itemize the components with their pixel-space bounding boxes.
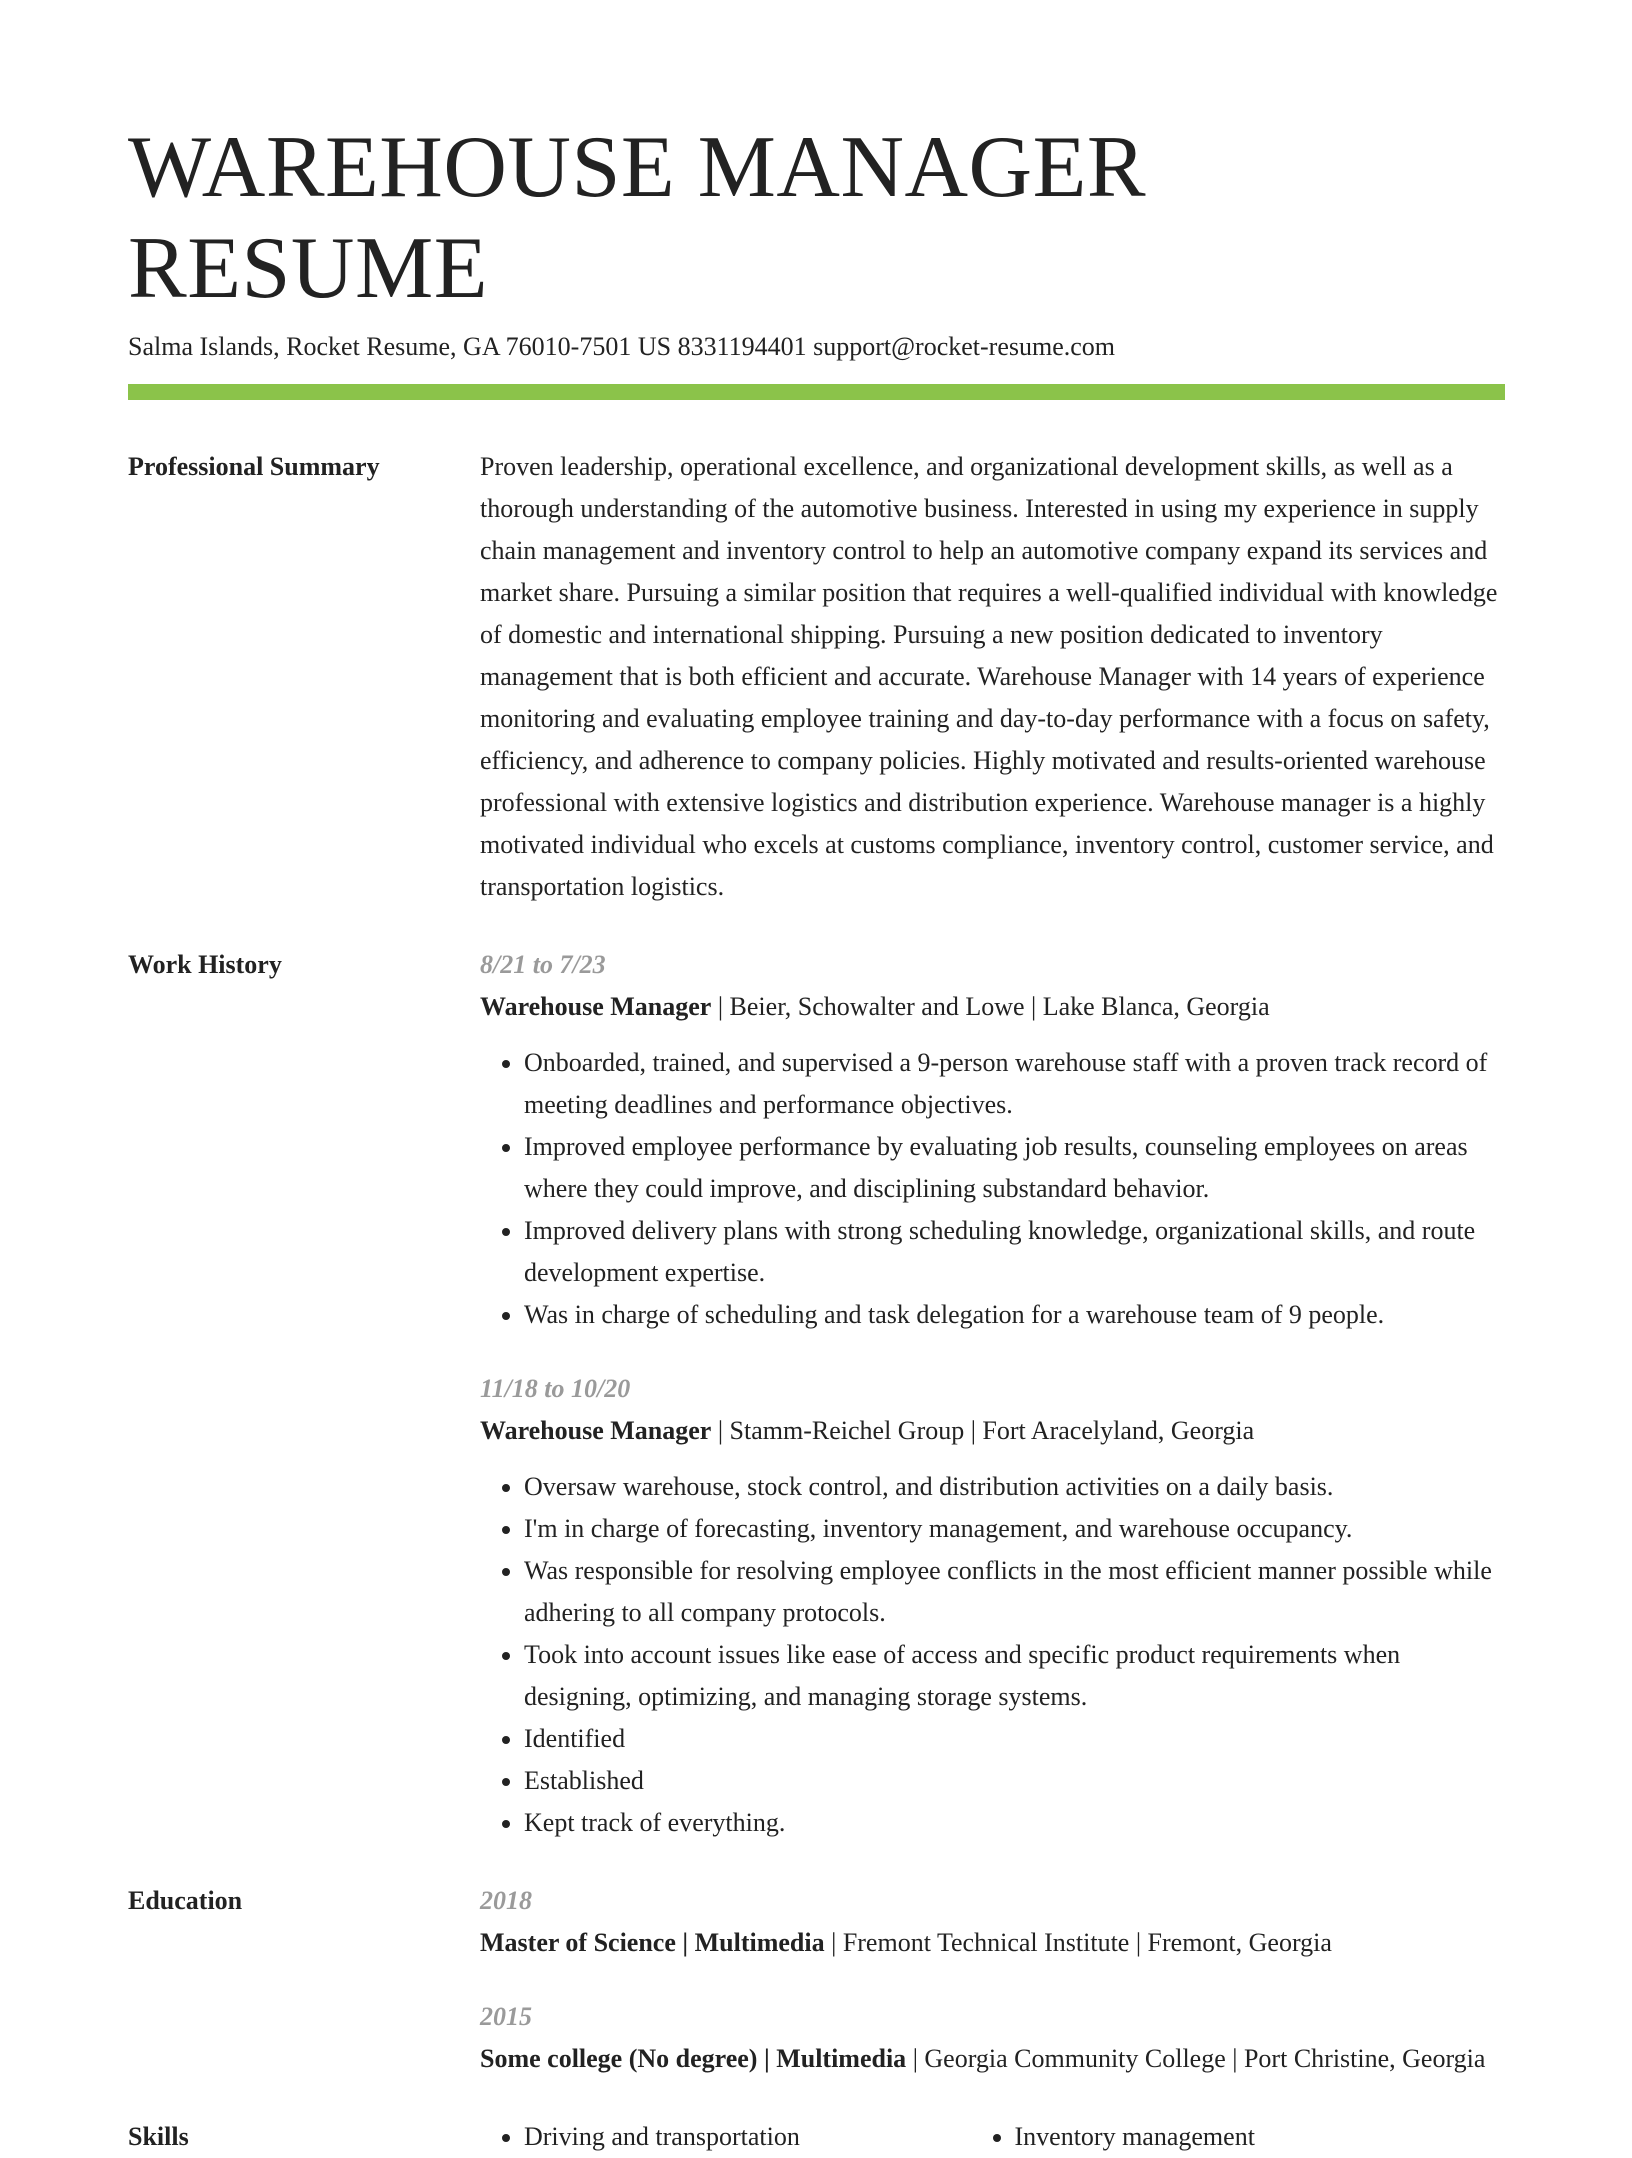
job-bullet: • Oversaw warehouse, stock control, and distribution activities on a daily basis.: [524, 1466, 1505, 1508]
education-degree: Master of Science | Multimedia: [480, 1927, 825, 1957]
resume-title: WAREHOUSE MANAGER RESUME: [128, 119, 1147, 318]
job-bullet: • Established: [524, 1760, 1505, 1802]
job-bullet: • Was responsible for resolving employee conflicts in the most efficient manner possible while adhering to all company protocols.: [524, 1550, 1505, 1634]
job-bullet: • Kept track of everything.: [524, 1802, 1505, 1844]
job-entry: [480, 1368, 1505, 1844]
education-section: [128, 1880, 1505, 2080]
contact-line: Salma Islands, Rocket Resume, GA 76010-7501 US 8331194401 support@rocket-resume.com: [128, 332, 1116, 362]
skills-body: [480, 2116, 1505, 2158]
job-bullet: • Onboarded, trained, and supervised a 9-person warehouse staff with a proven track record of meeting deadlines and performance objectives.: [524, 1042, 1505, 1126]
education-year: 2018: [480, 1885, 532, 1915]
education-heading: [480, 2038, 1505, 2080]
education-degree: Some college (No degree) | Multimedia: [480, 2043, 907, 2073]
skills-list: [480, 2116, 1505, 2158]
job-bullet: • Identified: [524, 1718, 1505, 1760]
education-body: [480, 1880, 1505, 2080]
job-bullet: • Was in charge of scheduling and task delegation for a warehouse team of 9 people.: [524, 1294, 1505, 1336]
skill-item: • Driving and transportation: [524, 2116, 1015, 2158]
work-history-section: [128, 944, 1505, 1844]
summary-body: [480, 446, 1505, 908]
job-title: Warehouse Manager: [480, 991, 712, 1021]
job-employer-location: | Beier, Schowalter and Lowe | Lake Blanca, Georgia: [711, 991, 1270, 1021]
job-dates: 8/21 to 7/23: [480, 949, 606, 979]
work-history-label: Work History: [128, 949, 282, 979]
summary-text: Proven leadership, operational excellence, and organizational development skills, as well as a thorough understanding of the automotive business. Interested in using my experience in supply chain management and inventory control to help an automotive company expand its services and market share. Pursuing a similar position that requires a well-qualified individual with knowledge of domestic and international shipping. Pursuing a new position dedicated to inventory management that is both efficient and accurate. Warehouse Manager with 14 years of experience monitoring and evaluating employee training and day-to-day performance with a focus on safety, efficiency, and adherence to company policies. Highly motivated and results-oriented warehouse professional with extensive logistics and distribution experience. Warehouse manager is a highly motivated individual who excels at customs compliance, inventory control, customer service, and transportation logistics.: [480, 451, 1498, 901]
skills-label: Skills: [128, 2121, 189, 2151]
job-heading: [480, 1410, 1505, 1452]
job-bullet: • I'm in charge of forecasting, inventory management, and warehouse occupancy.: [524, 1508, 1505, 1550]
job-bullets: [480, 1466, 1505, 1844]
header-divider: [128, 384, 1505, 400]
summary-section: [128, 446, 1505, 908]
job-bullets: [480, 1042, 1505, 1336]
resume-page: [128, 0, 1505, 2158]
education-label: Education: [128, 1885, 243, 1915]
job-bullet: • Took into account issues like ease of access and specific product requirements when designing, optimizing, and managing storage systems.: [524, 1634, 1505, 1718]
job-title: Warehouse Manager: [480, 1415, 712, 1445]
education-entry: [480, 1880, 1505, 1964]
skills-section: [128, 2116, 1505, 2158]
job-employer-location: | Stamm-Reichel Group | Fort Aracelyland, Georgia: [711, 1415, 1255, 1445]
education-year: 2015: [480, 2001, 532, 2031]
job-bullet: • Improved delivery plans with strong scheduling knowledge, organizational skills, and route development expertise.: [524, 1210, 1505, 1294]
work-history-body: [480, 944, 1505, 1844]
education-school-location: | Fremont Technical Institute | Fremont, Georgia: [824, 1927, 1332, 1957]
skill-item: • Inventory management: [1015, 2116, 1506, 2158]
summary-label: Professional Summary: [128, 451, 380, 481]
education-school-location: | Georgia Community College | Port Christine, Georgia: [906, 2043, 1486, 2073]
job-heading: [480, 986, 1505, 1028]
education-heading: [480, 1922, 1505, 1964]
education-entry: [480, 1996, 1505, 2080]
job-dates: 11/18 to 10/20: [480, 1373, 631, 1403]
job-entry: [480, 944, 1505, 1336]
job-bullet: • Improved employee performance by evaluating job results, counseling employees on areas where they could improve, and disciplining substandard behavior.: [524, 1126, 1505, 1210]
